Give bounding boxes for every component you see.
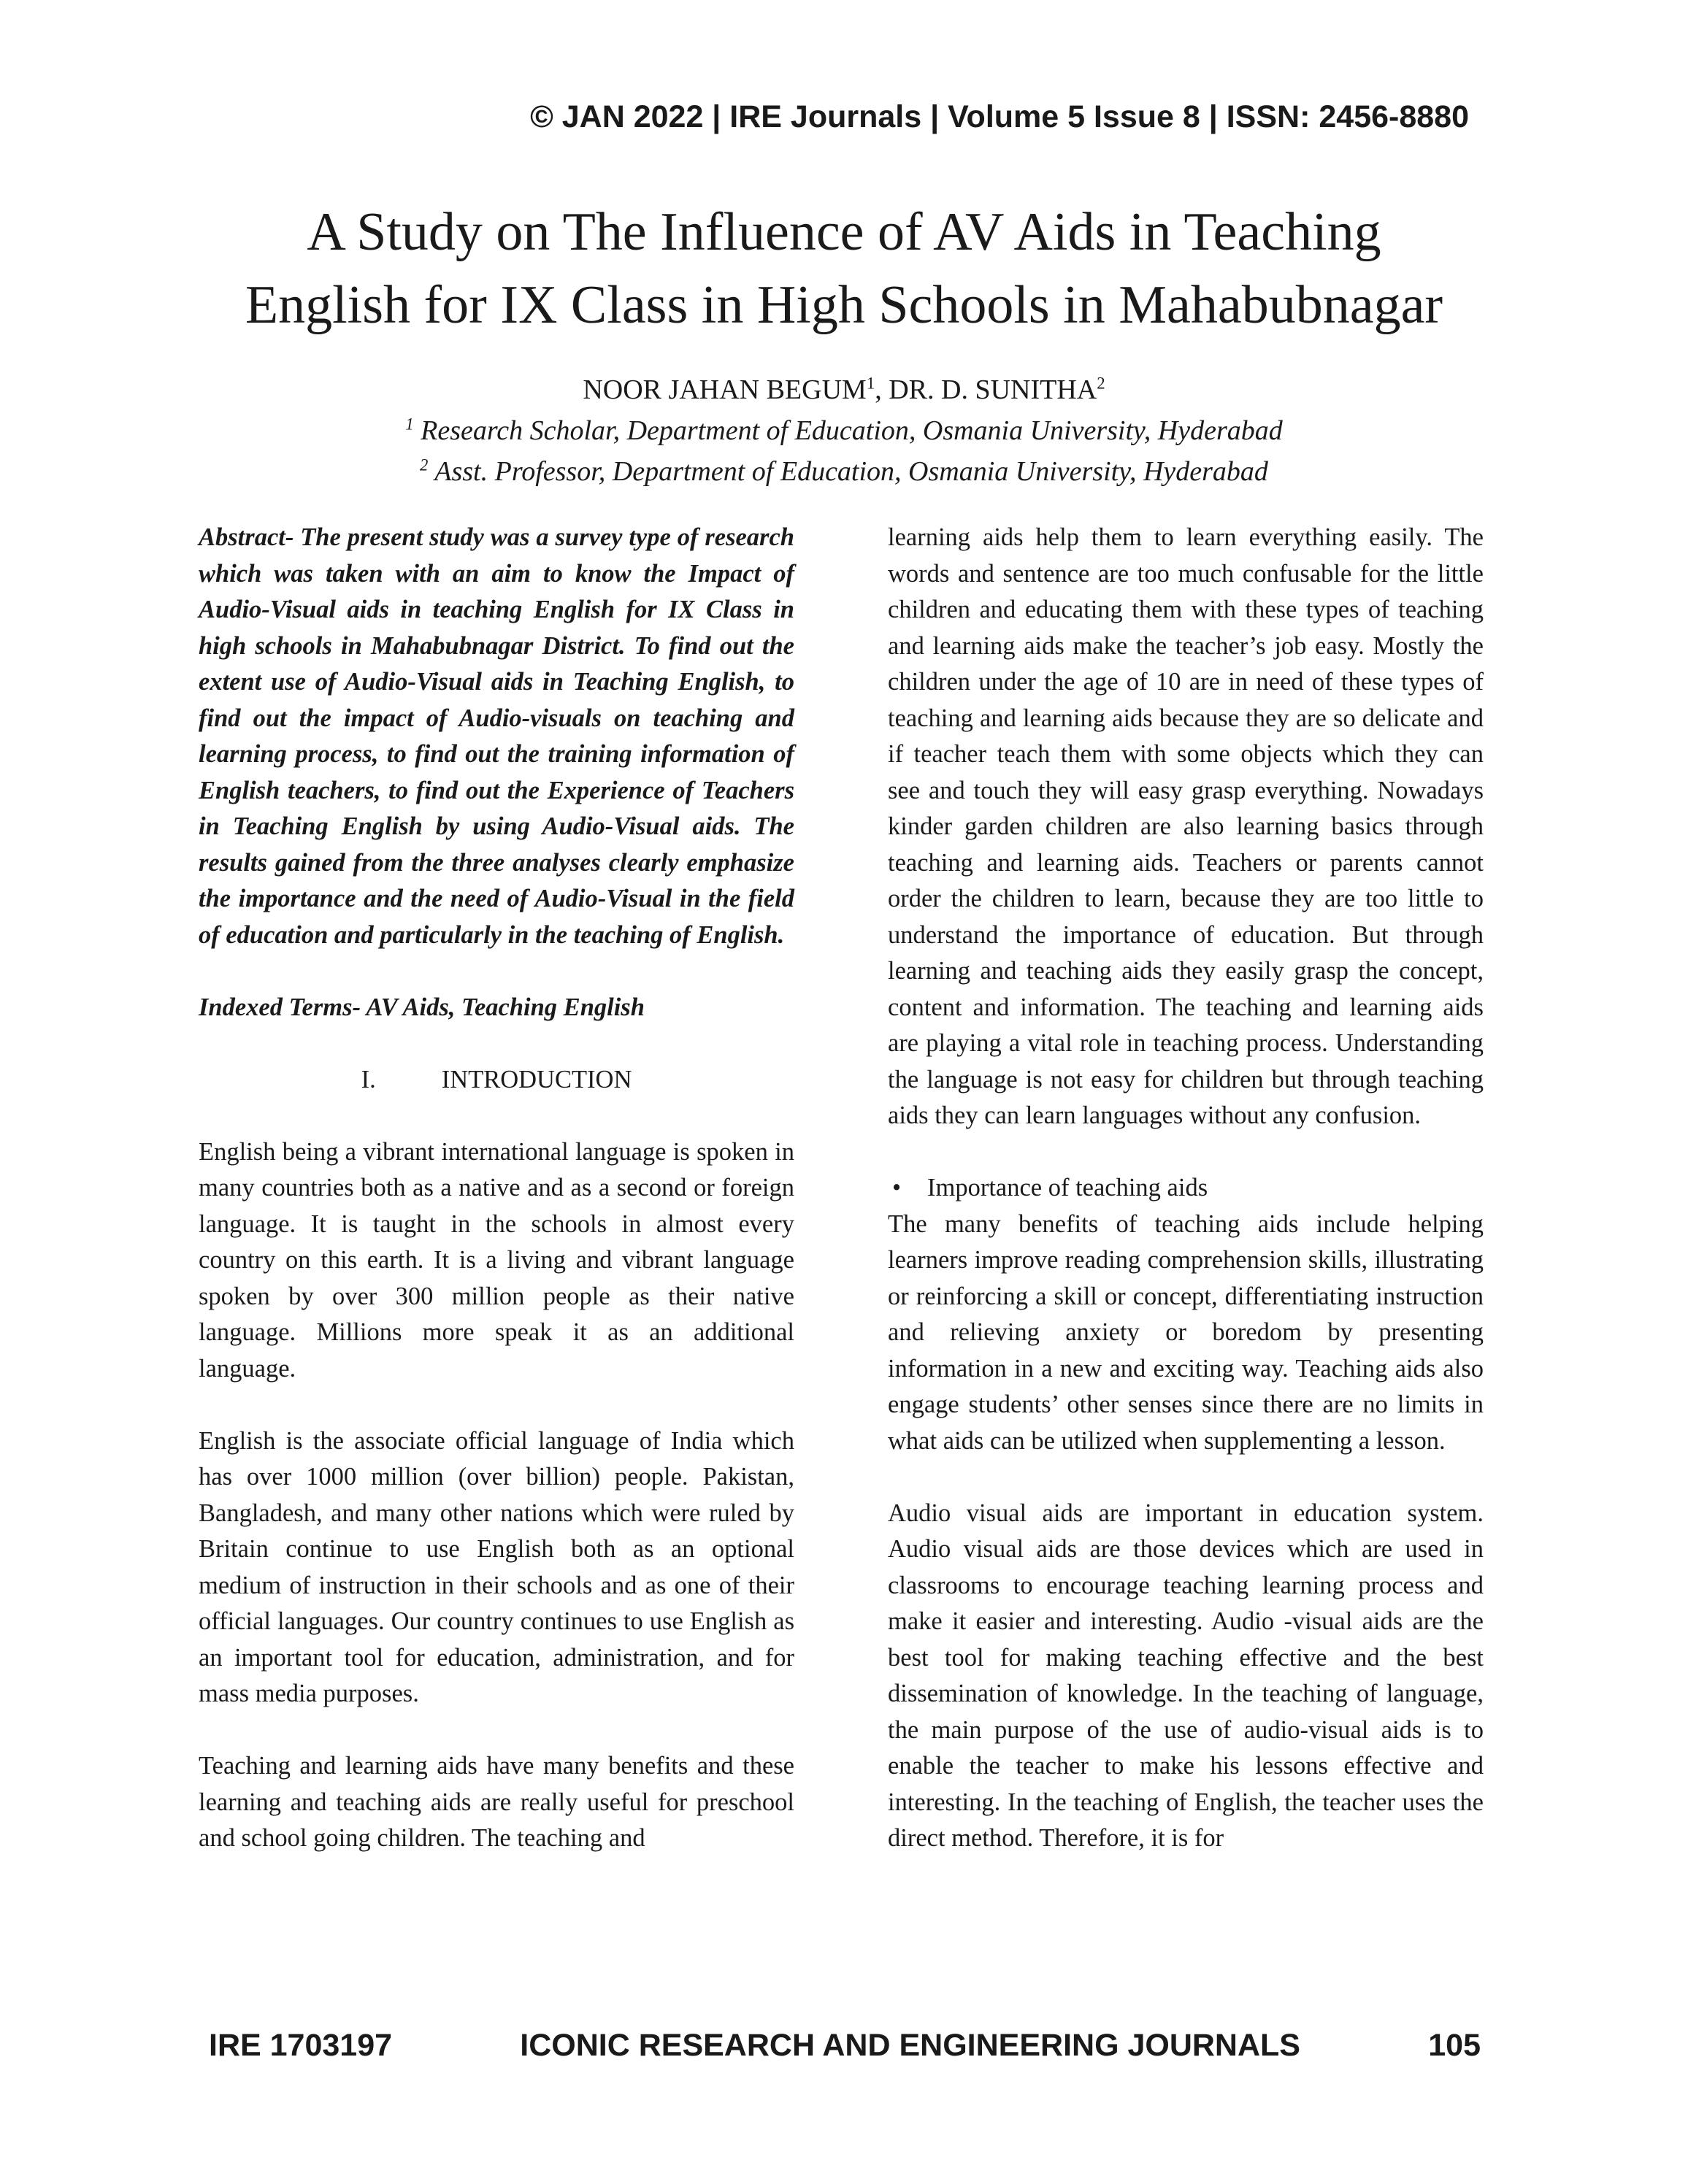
section-number: I. [361, 1065, 376, 1093]
footer-page-number: 105 [1428, 2028, 1481, 2063]
author-separator: , [875, 374, 889, 405]
title-line-2: English for IX Class in High Schools in Mahabubnagar [245, 275, 1443, 335]
bullet-text: Importance of teaching aids [927, 1174, 1208, 1201]
author-name-2: DR. D. SUNITHA [889, 374, 1097, 405]
left-column [199, 520, 794, 1857]
paragraph: Audio visual aids are important in education system. Audio visual aids are those devices which are used in classrooms to encourage teaching learning process and make it easier and interesting. Audio -visual aids are the best tool for making teaching effective and the best dissemination of knowledge. In the teaching of language, the main purpose of the use of audio-visual aids is to enable the teacher to make his lessons effective and interesting. In the teaching of English, the teacher uses the direct method. Therefore, it is for [888, 1499, 1484, 1852]
paragraph: learning aids help them to learn everything easily. The words and sentence are too much confusable for the little children and educating them with these types of teaching and learning aids make the teacher’s job easy. Mostly the children under the age of 10 are in need of these types of teaching and learning aids because they are so delicate and if teacher teach them with some objects which they can see and touch they will easy grasp everything. Nowadays kinder garden children are also learning basics through teaching and learning aids. Teachers or parents cannot order the children to learn, because they are too little to understand the importance of education. But through learning and teaching aids they easily grasp the concept, content and information. The teaching and learning aids are playing a vital role in teaching process. Understanding the language is not easy for children but through teaching aids they can learn languages without any confusion. [888, 523, 1484, 1129]
section-heading [199, 1062, 794, 1099]
title-line-1: A Study on The Influence of AV Aids in Teaching [307, 202, 1381, 262]
section-title: INTRODUCTION [441, 1065, 632, 1093]
paragraph: Teaching and learning aids have many benefits and these learning and teaching aids are really useful for preschool and school going children. The teaching and [199, 1752, 794, 1852]
footer-paper-id: IRE 1703197 [209, 2028, 393, 2063]
right-column [888, 520, 1484, 1857]
affiliation-2 [0, 451, 1688, 492]
paragraph: English being a vibrant international language is spoken in many countries both as a native and as a second or foreign language. It is taught in the schools in almost every country on this earth. It is a living and vibrant language spoken by over 300 million people as their native language. Millions more speak it as an additional language. [199, 1137, 794, 1383]
affiliation-1 [0, 410, 1688, 451]
paper-title [0, 196, 1688, 342]
author-block [0, 369, 1688, 492]
author-name-1: NOOR JAHAN BEGUM [583, 374, 867, 405]
affiliation-1-sup: 1 [405, 415, 414, 434]
paragraph: The many benefits of teaching aids include helping learners improve reading comprehension skills, illustrating or reinforcing a skill or concept, differentiating instruction and relieving anxiety or boredom by presenting information in a new and exciting way. Teaching aids also engage students’ other senses since there are no limits in what aids can be utilized when supplementing a lesson. [888, 1210, 1484, 1455]
affiliation-2-text: Asst. Professor, Department of Education, Osmania University, Hyderabad [428, 456, 1268, 487]
affiliation-1-text: Research Scholar, Department of Education, Osmania University, Hyderabad [413, 415, 1283, 446]
bullet-item [888, 1170, 1484, 1207]
indexed-terms: Indexed Terms- AV Aids, Teaching English [199, 993, 645, 1021]
author-sup-1: 1 [866, 374, 875, 393]
bullet-icon: • [892, 1174, 902, 1201]
author-line [0, 369, 1688, 410]
author-sup-2: 2 [1097, 374, 1105, 393]
footer-journal-name: ICONIC RESEARCH AND ENGINEERING JOURNALS [520, 2028, 1300, 2063]
journal-header: © JAN 2022 | IRE Journals | Volume 5 Issue 8 | ISSN: 2456-8880 [530, 99, 1469, 134]
paragraph: English is the associate official language of India which has over 1000 million (over billion) people. Pakistan, Bangladesh, and many other nations which were ruled by Britain continue to use English both as an optional medium of instruction in their schools and as one of their official languages. Our country continues to use English as an important tool for education, administration, and for mass media purposes. [199, 1426, 794, 1707]
abstract: Abstract- The present study was a survey type of research which was taken with an aim to know the Impact of Audio-Visual aids in teaching English for IX Class in high schools in Mahabubnagar District. To find out the extent use of Audio-Visual aids in Teaching English, to find out the impact of Audio-visuals on teaching and learning process, to find out the training information of English teachers, to find out the Experience of Teachers in Teaching English by using Audio-Visual aids. The results gained from the three analyses clearly emphasize the importance and the need of Audio-Visual in the field of education and particularly in the teaching of English. [199, 523, 794, 949]
page-footer [209, 2028, 1481, 2064]
affiliation-2-sup: 2 [420, 455, 429, 474]
